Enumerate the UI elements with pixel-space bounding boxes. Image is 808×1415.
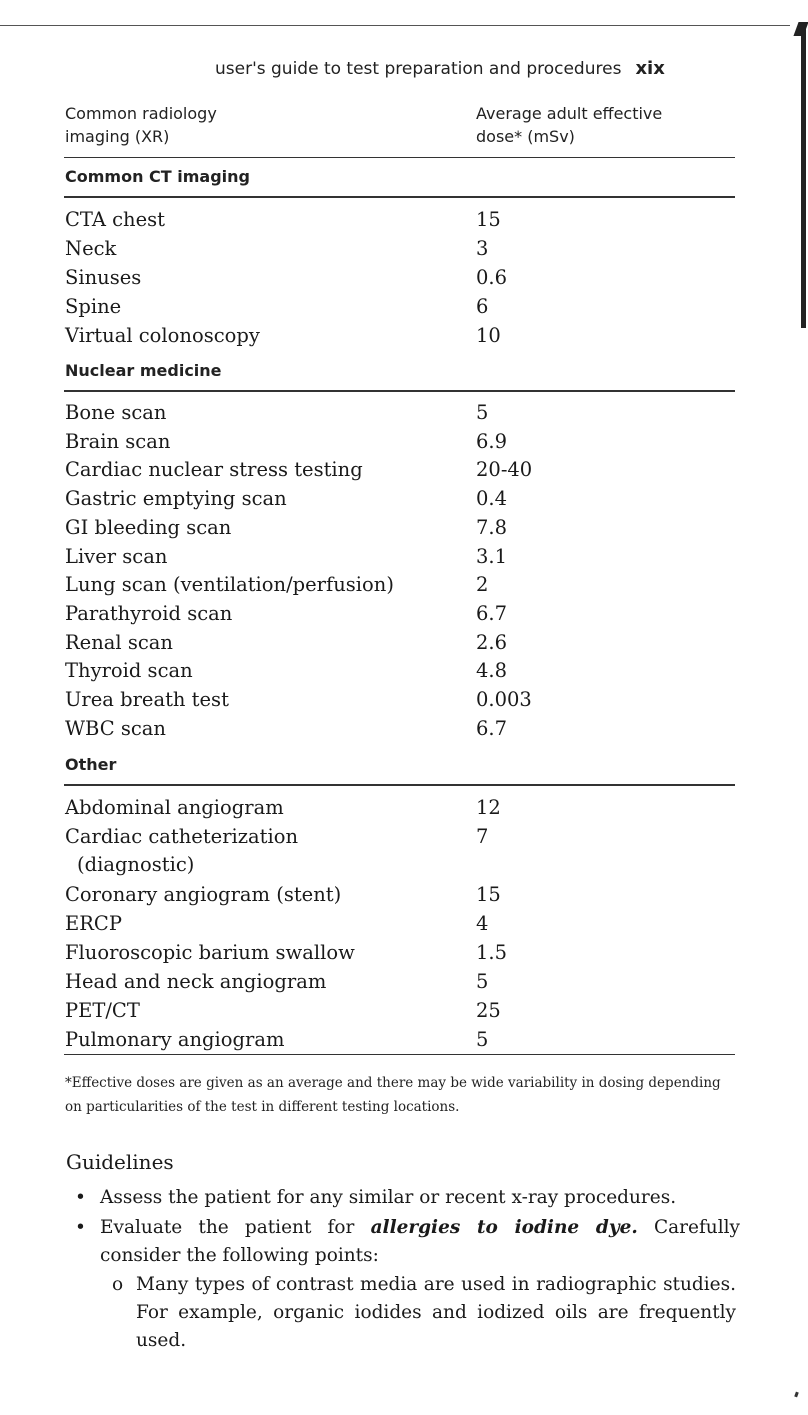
procedure-name	[65, 686, 465, 714]
procedure-name	[65, 629, 465, 657]
procedure-name-text: Head and neck angiogram	[65, 970, 327, 993]
guideline-text-post: Carefully consider the following points:	[100, 1217, 740, 1266]
dose-value: 10	[476, 324, 501, 347]
procedure-name	[65, 293, 465, 321]
procedure-name-text: Parathyroid scan	[65, 601, 233, 625]
dose-value: 25	[476, 999, 501, 1022]
guideline-subpoint-text: Many types of contrast media are used in radiographic studies. For example, organic iodides and iodized oils are frequently used.	[136, 1274, 736, 1351]
subpoint-marker: o	[112, 1274, 124, 1295]
dose-value: 1.5	[476, 941, 508, 964]
procedure-name	[65, 428, 465, 456]
dose-value: 0.003	[476, 688, 532, 711]
procedure-name	[65, 264, 465, 292]
procedure-name-text: Gastric emptying scan	[65, 487, 287, 511]
procedure-name-text: Renal scan	[65, 630, 173, 654]
procedure-name-text: Pulmonary angiogram	[65, 1028, 285, 1051]
procedure-name-text: Coronary angiogram (stent)	[65, 883, 342, 906]
dose-value: 5	[476, 970, 489, 993]
procedure-name	[65, 997, 465, 1025]
table-rule	[64, 157, 735, 158]
page-edge-mark	[801, 28, 806, 328]
dose-value: 6.9	[476, 429, 508, 453]
guideline-bullet-text	[100, 1214, 740, 1270]
section-label: Common CT imaging	[65, 167, 250, 186]
dose-value: 15	[476, 883, 501, 906]
column-header-dose-line1: Average adult effective	[476, 104, 663, 123]
procedure-name-text: Urea breath test	[65, 688, 229, 711]
procedure-name-text: Cardiac catheterization	[65, 825, 299, 848]
procedure-name-text: Lung scan (ventilation/perfusion)	[65, 573, 394, 597]
section-rule	[64, 784, 735, 786]
procedure-name	[65, 543, 465, 571]
dose-value: 5	[476, 1028, 489, 1051]
procedure-name-text: Bone scan	[65, 401, 167, 424]
dose-value: 6	[476, 295, 489, 318]
table-footnote: *Effective doses are given as an average and there may be wide variability in dosing depending on particularities of the test in different testing locations.	[65, 1075, 721, 1115]
section-label: Nuclear medicine	[65, 361, 222, 380]
column-header-procedure	[65, 102, 217, 148]
page-number: xix	[635, 58, 665, 79]
guideline-bullet-text: Assess the patient for any similar or recent x-ray procedures.	[100, 1187, 677, 1208]
procedure-name	[65, 823, 465, 879]
procedure-name	[65, 456, 465, 484]
running-head	[215, 58, 665, 79]
running-head-text: user's guide to test preparation and procedures	[215, 59, 622, 79]
dose-value: 3.1	[476, 544, 508, 568]
section-rule	[64, 390, 735, 392]
procedure-name	[65, 322, 465, 350]
dose-value: 2.6	[476, 630, 508, 654]
dose-value: 15	[476, 208, 501, 231]
dose-value: 7	[476, 825, 489, 848]
dose-value: 4	[476, 912, 489, 935]
procedure-name	[65, 399, 465, 427]
dose-value: 0.6	[476, 266, 508, 289]
section-label: Other	[65, 755, 117, 774]
procedure-name-text: GI bleeding scan	[65, 515, 232, 539]
procedure-name-text: Neck	[65, 237, 117, 260]
procedure-name-continuation: (diagnostic)	[77, 853, 195, 876]
procedure-name-text: Fluoroscopic barium swallow	[65, 941, 355, 964]
procedure-name	[65, 657, 465, 685]
procedure-name	[65, 485, 465, 513]
dose-value: 6.7	[476, 716, 508, 740]
section-rule	[64, 196, 735, 198]
guideline-text-pre: Evaluate the patient for	[100, 1217, 371, 1238]
dose-value: 20-40	[476, 458, 533, 482]
procedure-name-text: Abdominal angiogram	[65, 796, 284, 819]
guidelines-heading: Guidelines	[66, 1150, 174, 1174]
dose-value: 3	[476, 237, 489, 260]
print-speck	[794, 1392, 799, 1398]
procedure-name-text: CTA chest	[65, 208, 166, 231]
procedure-name-text: PET/CT	[65, 999, 140, 1022]
procedure-name	[65, 881, 465, 909]
column-header-procedure-line1: Common radiology	[65, 104, 217, 123]
dose-value: 7.8	[476, 515, 508, 539]
procedure-name	[65, 571, 465, 599]
procedure-name	[65, 794, 465, 822]
procedure-name-text: Cardiac nuclear stress testing	[65, 458, 363, 482]
procedure-name	[65, 968, 465, 996]
bullet-marker: •	[75, 1217, 86, 1238]
procedure-name-text: ERCP	[65, 912, 122, 935]
procedure-name-text: Sinuses	[65, 266, 142, 289]
dose-value: 4.8	[476, 659, 508, 683]
procedure-name-text: Virtual colonoscopy	[65, 324, 260, 347]
column-header-procedure-line2: imaging (XR)	[65, 127, 170, 146]
column-header-dose-line2: dose* (mSv)	[476, 127, 575, 146]
procedure-name-text: Liver scan	[65, 544, 168, 568]
procedure-name	[65, 235, 465, 263]
procedure-name	[65, 514, 465, 542]
procedure-name	[65, 1026, 465, 1054]
dose-value: 6.7	[476, 601, 508, 625]
top-rule	[0, 25, 790, 26]
dose-value: 5	[476, 401, 489, 424]
procedure-name	[65, 715, 465, 743]
dose-value: 2	[476, 573, 489, 597]
dose-value: 12	[476, 796, 501, 819]
procedure-name	[65, 206, 465, 234]
bullet-marker: •	[75, 1187, 86, 1208]
procedure-name-text: Brain scan	[65, 429, 171, 453]
dose-value: 0.4	[476, 487, 508, 511]
procedure-name-text: WBC scan	[65, 716, 166, 740]
table-bottom-rule	[64, 1054, 735, 1055]
procedure-name-text: Spine	[65, 295, 122, 318]
procedure-name	[65, 939, 465, 967]
guideline-emphasis: allergies to iodine dye.	[370, 1217, 638, 1238]
procedure-name-text: Thyroid scan	[65, 659, 193, 683]
procedure-name	[65, 910, 465, 938]
procedure-name	[65, 600, 465, 628]
column-header-dose	[476, 102, 662, 148]
